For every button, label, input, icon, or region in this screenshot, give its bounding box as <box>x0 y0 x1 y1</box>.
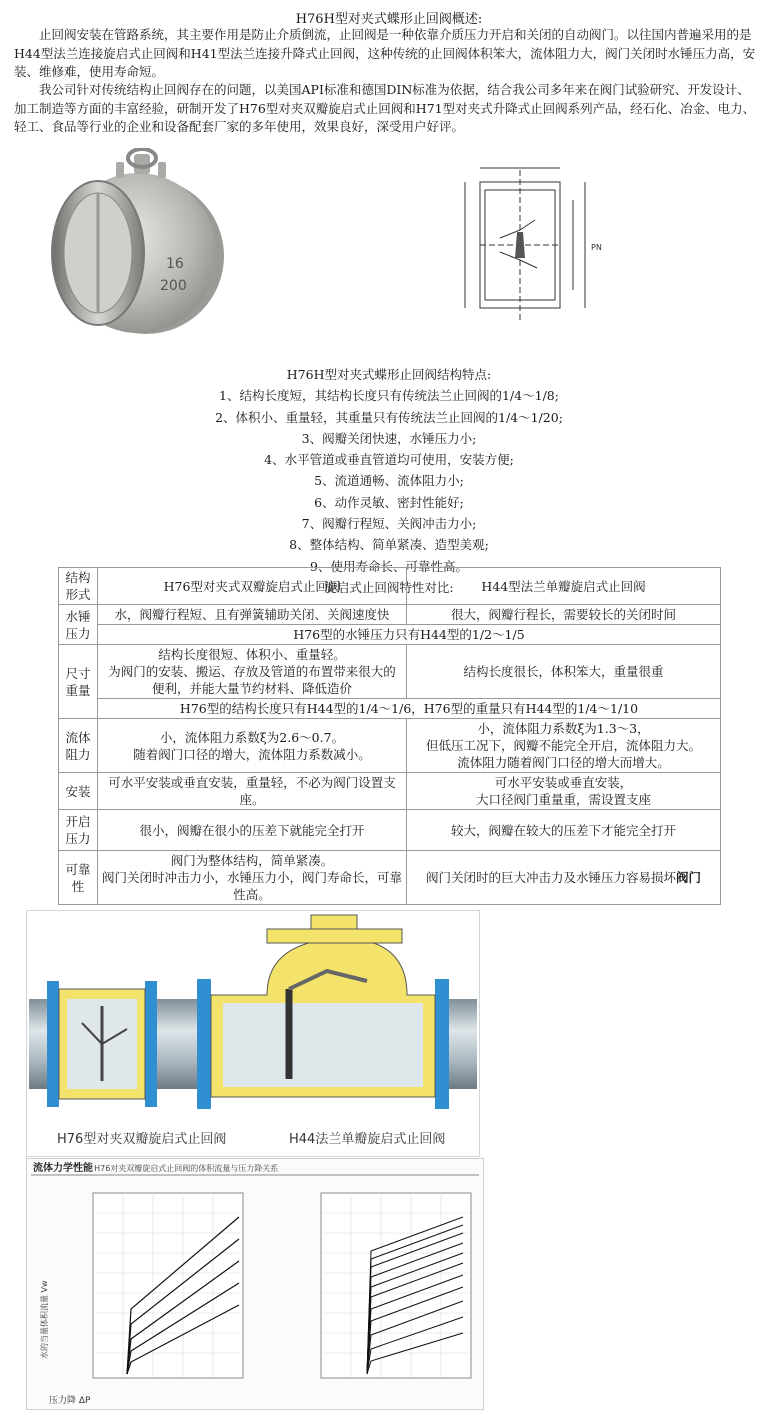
caption-h76: H76型对夹双瓣旋启式止回阀 <box>57 1132 227 1147</box>
table-row <box>59 625 721 645</box>
flow-title: 流体力学性能 <box>33 1163 93 1174</box>
valve-product-photo <box>38 148 228 338</box>
cell <box>407 773 721 810</box>
flow-subtitle: · H76对夹双瓣旋启式止回阀的体积流量与压力降关系 <box>89 1164 279 1173</box>
cell-line: 但低压工况下，阀瓣不能完全开启，流体阻力大。 <box>425 738 701 753</box>
table-row <box>59 645 721 699</box>
feature-item: 8、整体结构、简单紧凑、造型美观; <box>289 537 489 553</box>
feature-item: 7、阀瓣行程短、关阀冲击力小; <box>301 516 477 532</box>
feature-item: 1、结构长度短，其结构长度只有传统法兰止回阀的1/4～1/8; <box>219 388 559 404</box>
cell-line: 小，流体阻力系数ξ为1.3～3， <box>477 721 650 736</box>
row-label: 水锤压力 <box>59 605 98 645</box>
photo-marking-200: 200 <box>160 278 187 294</box>
feature-item: 4、水平管道或垂直管道均可使用，安装方便; <box>264 452 514 468</box>
row-label: 可靠性 <box>59 851 98 905</box>
cell-note: H76型的结构长度只有H44型的1/4～1/6，H76型的重量只有H44型的1/4～1/10 <box>98 699 721 719</box>
row-label: 流体阻力 <box>59 719 98 773</box>
cell: 较大，阀瓣在较大的压差下才能完全打开 <box>407 810 721 851</box>
feature-item: 6、动作灵敏、密封性能好; <box>314 494 464 510</box>
cell-text-bold: 阀门 <box>676 870 702 885</box>
table-row <box>59 851 721 905</box>
cell-line: 阀门为整体结构，简单紧凑。 <box>170 853 334 868</box>
cell-line: 阀门关闭时冲击力小，水锤压力小，阀门寿命长，可靠性高。 <box>102 870 403 902</box>
table-row <box>59 699 721 719</box>
flow-xlabel: 压力降 ΔP <box>49 1396 91 1406</box>
feature-item: 5、流道通畅、流体阻力小; <box>314 473 464 489</box>
row-label: 开启压力 <box>59 810 98 851</box>
header-h44: H44型法兰单瓣旋启式止回阀 <box>407 568 721 605</box>
comparison-table <box>58 567 721 905</box>
caption-h44: H44法兰单瓣旋启式止回阀 <box>289 1132 446 1147</box>
flow-ylabel: 水的当量体积流量 Vw <box>40 1280 49 1359</box>
flow-chart-left <box>93 1193 243 1378</box>
cell-line: 便利，并能大量节约材料、降低造价 <box>151 681 352 696</box>
flow-performance-figure <box>26 1158 484 1410</box>
cell: 很小，阀瓣在很小的压差下就能完全打开 <box>98 810 407 851</box>
cell-line: 小，流体阻力系数ξ为2.6～0.7。 <box>159 729 345 745</box>
valve-comparison-figure <box>26 910 480 1157</box>
svg-text:PN: PN <box>591 243 602 252</box>
cell <box>98 851 407 905</box>
cell: 可水平安装或垂直安装，重量轻，不必为阀门设置支座。 <box>98 773 407 810</box>
cell <box>407 719 721 773</box>
row-label: 结构形式 <box>59 568 98 605</box>
cell-line: 为阀门的安装、搬运、存放及管道的布置带来很大的 <box>108 664 396 679</box>
comparison-title: 旋启式止回阀特性对比: <box>324 579 454 595</box>
feature-item: 9、使用寿命长、可靠性高。 <box>310 558 468 574</box>
table-row <box>59 719 721 773</box>
flow-chart-right <box>321 1193 471 1378</box>
table-row <box>59 568 721 605</box>
cell: 很大，阀瓣行程长，需要较长的关闭时间 <box>407 605 721 625</box>
feature-item: 2、体积小、重量轻，其重量只有传统法兰止回阀的1/4～1/20; <box>215 409 563 425</box>
row-label: 安装 <box>59 773 98 810</box>
cell-text: 阀门关闭时的巨大冲击力及水锤压力容易损坏 <box>425 870 676 885</box>
row-label: 尺寸重量 <box>59 645 98 719</box>
cell <box>407 851 721 905</box>
cell-note: H76型的水锤压力只有H44型的1/2～1/5 <box>98 625 721 645</box>
cell <box>98 719 407 773</box>
valve-technical-drawing <box>425 160 615 330</box>
photo-marking-16: 16 <box>166 256 184 272</box>
features-title: H76H型对夹式蝶形止回阀结构特点: <box>286 367 492 382</box>
cell-line: 流体阻力随着阀门口径的增大而增大。 <box>457 755 670 770</box>
cell: 结构长度很长，体积笨大，重量很重 <box>407 645 721 699</box>
table-row <box>59 773 721 810</box>
cell-line: 随着阀门口径的增大，流体阻力系数减小。 <box>133 746 371 762</box>
header-h76: H76型对夹式双瓣旋启式止回阀 <box>98 568 407 605</box>
overview-paragraph-2: 我公司针对传统结构止回阀存在的问题，以美国API标准和德国DIN标准为依据，结合我公司多年来在阀门试验研究、开发设计、加工制造等方面的丰富经验，研制开发了H76型对夹双瓣旋启式止回阀和H71型对夹式升降式止回阀系列产品，经石化、冶金、电力、轻工、食品等行业的企业和设备配套厂家的多年使用，效果良好，深受用户好评。 <box>14 82 756 134</box>
cell-line: 可水平安装或垂直安装， <box>494 775 633 790</box>
features-list <box>0 364 778 598</box>
cell-line: 大口径阀门重量重，需设置支座 <box>475 792 651 807</box>
cell: 水，阀瓣行程短、且有弹簧辅助关闭、关阀速度快 <box>98 605 407 625</box>
cell <box>98 645 407 699</box>
table-row <box>59 810 721 851</box>
cell-line: 结构长度很短、体积小、重量轻。 <box>158 647 346 662</box>
overview-paragraph-1: 止回阀安装在管路系统，其主要作用是防止介质倒流，止回阀是一种依靠介质压力开启和关闭的自动阀门。以往国内普遍采用的是H44型法兰连接旋启式止回阀和H41型法兰连接升降式止回阀，这种传统的止回阀体积笨大，流体阻力大，阀门关闭时水锤压力高，安装、维修难，使用寿命短。 <box>14 27 756 79</box>
overview-title: H76H型对夹式蝶形止回阀概述: <box>295 12 483 27</box>
table-row <box>59 605 721 625</box>
feature-item: 3、阀瓣关闭快速，水锤压力小; <box>301 430 477 446</box>
